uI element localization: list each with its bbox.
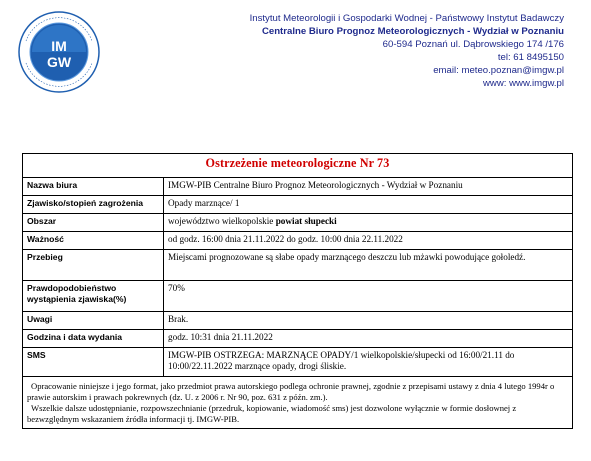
table-row <box>23 250 572 281</box>
row-key: Zjawisko/stopień zagrożenia <box>23 196 164 214</box>
row-value: Brak. <box>164 312 573 330</box>
row-value: Opady marznące/ 1 <box>164 196 573 214</box>
row-key: Uwagi <box>23 312 164 330</box>
row-value <box>164 214 573 232</box>
table-row <box>23 281 572 312</box>
table-row <box>23 178 572 196</box>
area-county: powiat słupecki <box>275 216 337 226</box>
row-key: Obszar <box>23 214 164 232</box>
row-value: Miejscami prognozowane są słabe opady marznącego deszczu lub mżawki powodujące gołoledź. <box>164 250 573 281</box>
row-value: IMGW-PIB OSTRZEGA: MARZNĄCE OPADY/1 wielkopolskie/słupecki od 16:00/21.11 do 10:00/22.11.2022 marznące opady, drogi śliskie. <box>164 348 573 377</box>
row-value: od godz. 16:00 dnia 21.11.2022 do godz. 10:00 dnia 22.11.2022 <box>164 232 573 250</box>
header-email[interactable]: email: meteo.poznan@imgw.pl <box>433 65 564 77</box>
institute-header <box>144 12 564 91</box>
row-key: Przebieg <box>23 250 164 281</box>
warning-box <box>22 153 573 429</box>
header-institute-name: Instytut Meteorologii i Gospodarki Wodnej - Państwowy Instytut Badawczy <box>249 13 564 24</box>
table-row <box>23 312 572 330</box>
row-value: IMGW-PIB Centralne Biuro Prognoz Meteorologicznych - Wydział w Poznaniu <box>164 178 573 196</box>
table-row <box>23 348 572 377</box>
area-voivodeship: województwo wielkopolskie <box>168 216 274 226</box>
header-phone: tel: 61 8495150 <box>497 52 564 64</box>
copyright-paragraph-1: Opracowanie niniejsze i jego format, jako przedmiot prawa autorskiego podlega ochronie prawnej, zgodnie z przepisami ustawy z dnia 4 lutego 1994r o prawie autorskim i prawach pokrewnych (dz. U. z 2006 r. Nr 90, poz. 631 z późn. zm.). <box>27 381 555 402</box>
copyright-paragraph-2: Wszelkie dalsze udostępnianie, rozpowszechnianie (przedruk, kopiowanie, wiadomość sms) jest dozwolone wyłącznie w formie dosłownej z bezwzględnym wskazaniem źródła informacji tj. IMGW-PIB. <box>27 403 517 424</box>
row-value: godz. 10:31 dnia 21.11.2022 <box>164 330 573 348</box>
row-key: SMS <box>23 348 164 377</box>
header-address: 60-594 Poznań ul. Dąbrowskiego 174 /176 <box>382 39 564 51</box>
warning-table <box>23 177 572 377</box>
row-key: Nazwa biura <box>23 178 164 196</box>
table-row <box>23 330 572 348</box>
row-key: Prawdopodobieństwo wystąpienia zjawiska(%) <box>23 281 164 312</box>
svg-text:IM: IM <box>51 38 67 54</box>
imgw-logo <box>18 11 100 93</box>
header-office-name: Centralne Biuro Prognoz Meteorologicznych - Wydział w Poznaniu <box>261 26 564 38</box>
row-key: Godzina i data wydania <box>23 330 164 348</box>
table-row <box>23 232 572 250</box>
row-key: Ważność <box>23 232 164 250</box>
table-row <box>23 196 572 214</box>
warning-title: Ostrzeżenie meteorologiczne Nr 73 <box>205 156 390 170</box>
row-value: 70% <box>164 281 573 312</box>
copyright-notice <box>27 381 568 425</box>
imgw-logo-graphic <box>18 11 100 93</box>
svg-text:GW: GW <box>46 54 72 70</box>
header-website[interactable]: www: www.imgw.pl <box>482 78 564 90</box>
table-row <box>23 214 572 232</box>
